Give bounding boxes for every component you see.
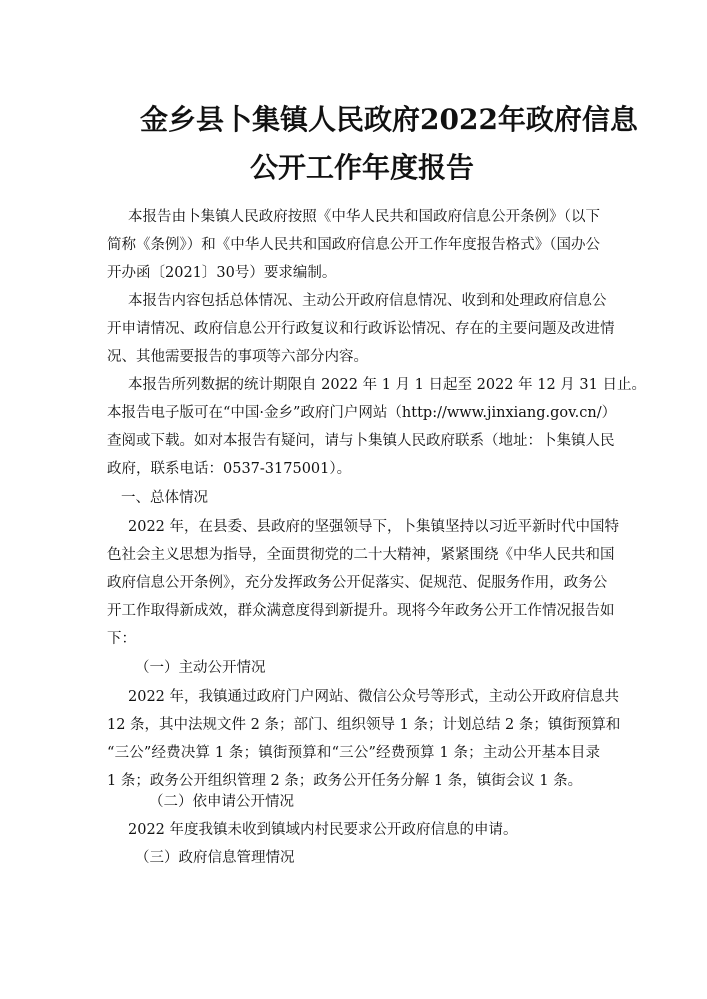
text-line: 本报告由卜集镇人民政府按照《中华人民共和国政府信息公开条例》（以下 bbox=[128, 209, 600, 225]
text-line: 开工作取得新成效，群众满意度得到新提升。现将今年政务公开工作情况报告如 bbox=[107, 603, 615, 619]
text-line: 查阅或下载。如对本报告有疑问，请与卜集镇人民政府联系（地址：卜集镇人民 bbox=[107, 433, 615, 449]
title-line-1: 金乡县卜集镇人民政府2022年政府信息 bbox=[140, 103, 638, 136]
text-line: 简称《条例》）和《中华人民共和国政府信息公开工作年度报告格式》（国办公 bbox=[107, 237, 600, 253]
text-line: 况、其他需要报告的事项等六部分内容。 bbox=[107, 349, 368, 365]
text-line: 12 条，其中法规文件 2 条；部门、组织领导 1 条；计划总结 2 条；镇街预算和 bbox=[107, 717, 621, 733]
text-line: 下： bbox=[107, 631, 136, 647]
text-line: 开申请情况、政府信息公开行政复议和行政诉讼情况、存在的主要问题及改进情 bbox=[107, 321, 615, 337]
text-line: （一）主动公开情况 bbox=[135, 660, 266, 676]
text-line: 1 条；政务公开组织管理 2 条；政务公开任务分解 1 条，镇街会议 1 条。 bbox=[107, 773, 583, 789]
text-line: 政府信息公开条例》，充分发挥政务公开促落实、促规范、促服务作用，政务公 bbox=[107, 575, 608, 591]
text-line: 本报告内容包括总体情况、主动公开政府信息情况、收到和处理政府信息公 bbox=[128, 293, 607, 309]
text-line: 本报告所列数据的统计期限自 2022 年 1 月 1 日起至 2022 年 12 月 31 日止。 bbox=[128, 377, 646, 393]
text-line: 开办函〔2021〕30号）要求编制。 bbox=[107, 265, 337, 281]
title-line-2: 公开工作年度报告 bbox=[250, 151, 475, 184]
text-line: 2022 年度我镇未收到镇域内村民要求公开政府信息的申请。 bbox=[128, 822, 518, 838]
text-line: 政府，联系电话：0537-3175001）。 bbox=[107, 461, 352, 477]
text-line: 色社会主义思想为指导，全面贯彻党的二十大精神，紧紧围绕《中华人民共和国 bbox=[107, 547, 615, 563]
text-line: （二）依申请公开情况 bbox=[149, 794, 294, 810]
text-line: 2022 年，我镇通过政府门户网站、微信公众号等形式，主动公开政府信息共 bbox=[128, 689, 620, 705]
text-line: “三公”经费决算 1 条；镇街预算和“三公”经费预算 1 条；主动公开基本目录 bbox=[107, 745, 600, 761]
text-line: 一、总体情况 bbox=[121, 490, 208, 506]
text-line: 2022 年，在县委、县政府的坚强领导下，卜集镇坚持以习近平新时代中国特 bbox=[128, 519, 620, 535]
text-line: 本报告电子版可在“中国·金乡”政府门户网站（http://www.jinxiang.gov.cn/） bbox=[107, 405, 617, 421]
text-line: （三）政府信息管理情况 bbox=[135, 850, 295, 866]
